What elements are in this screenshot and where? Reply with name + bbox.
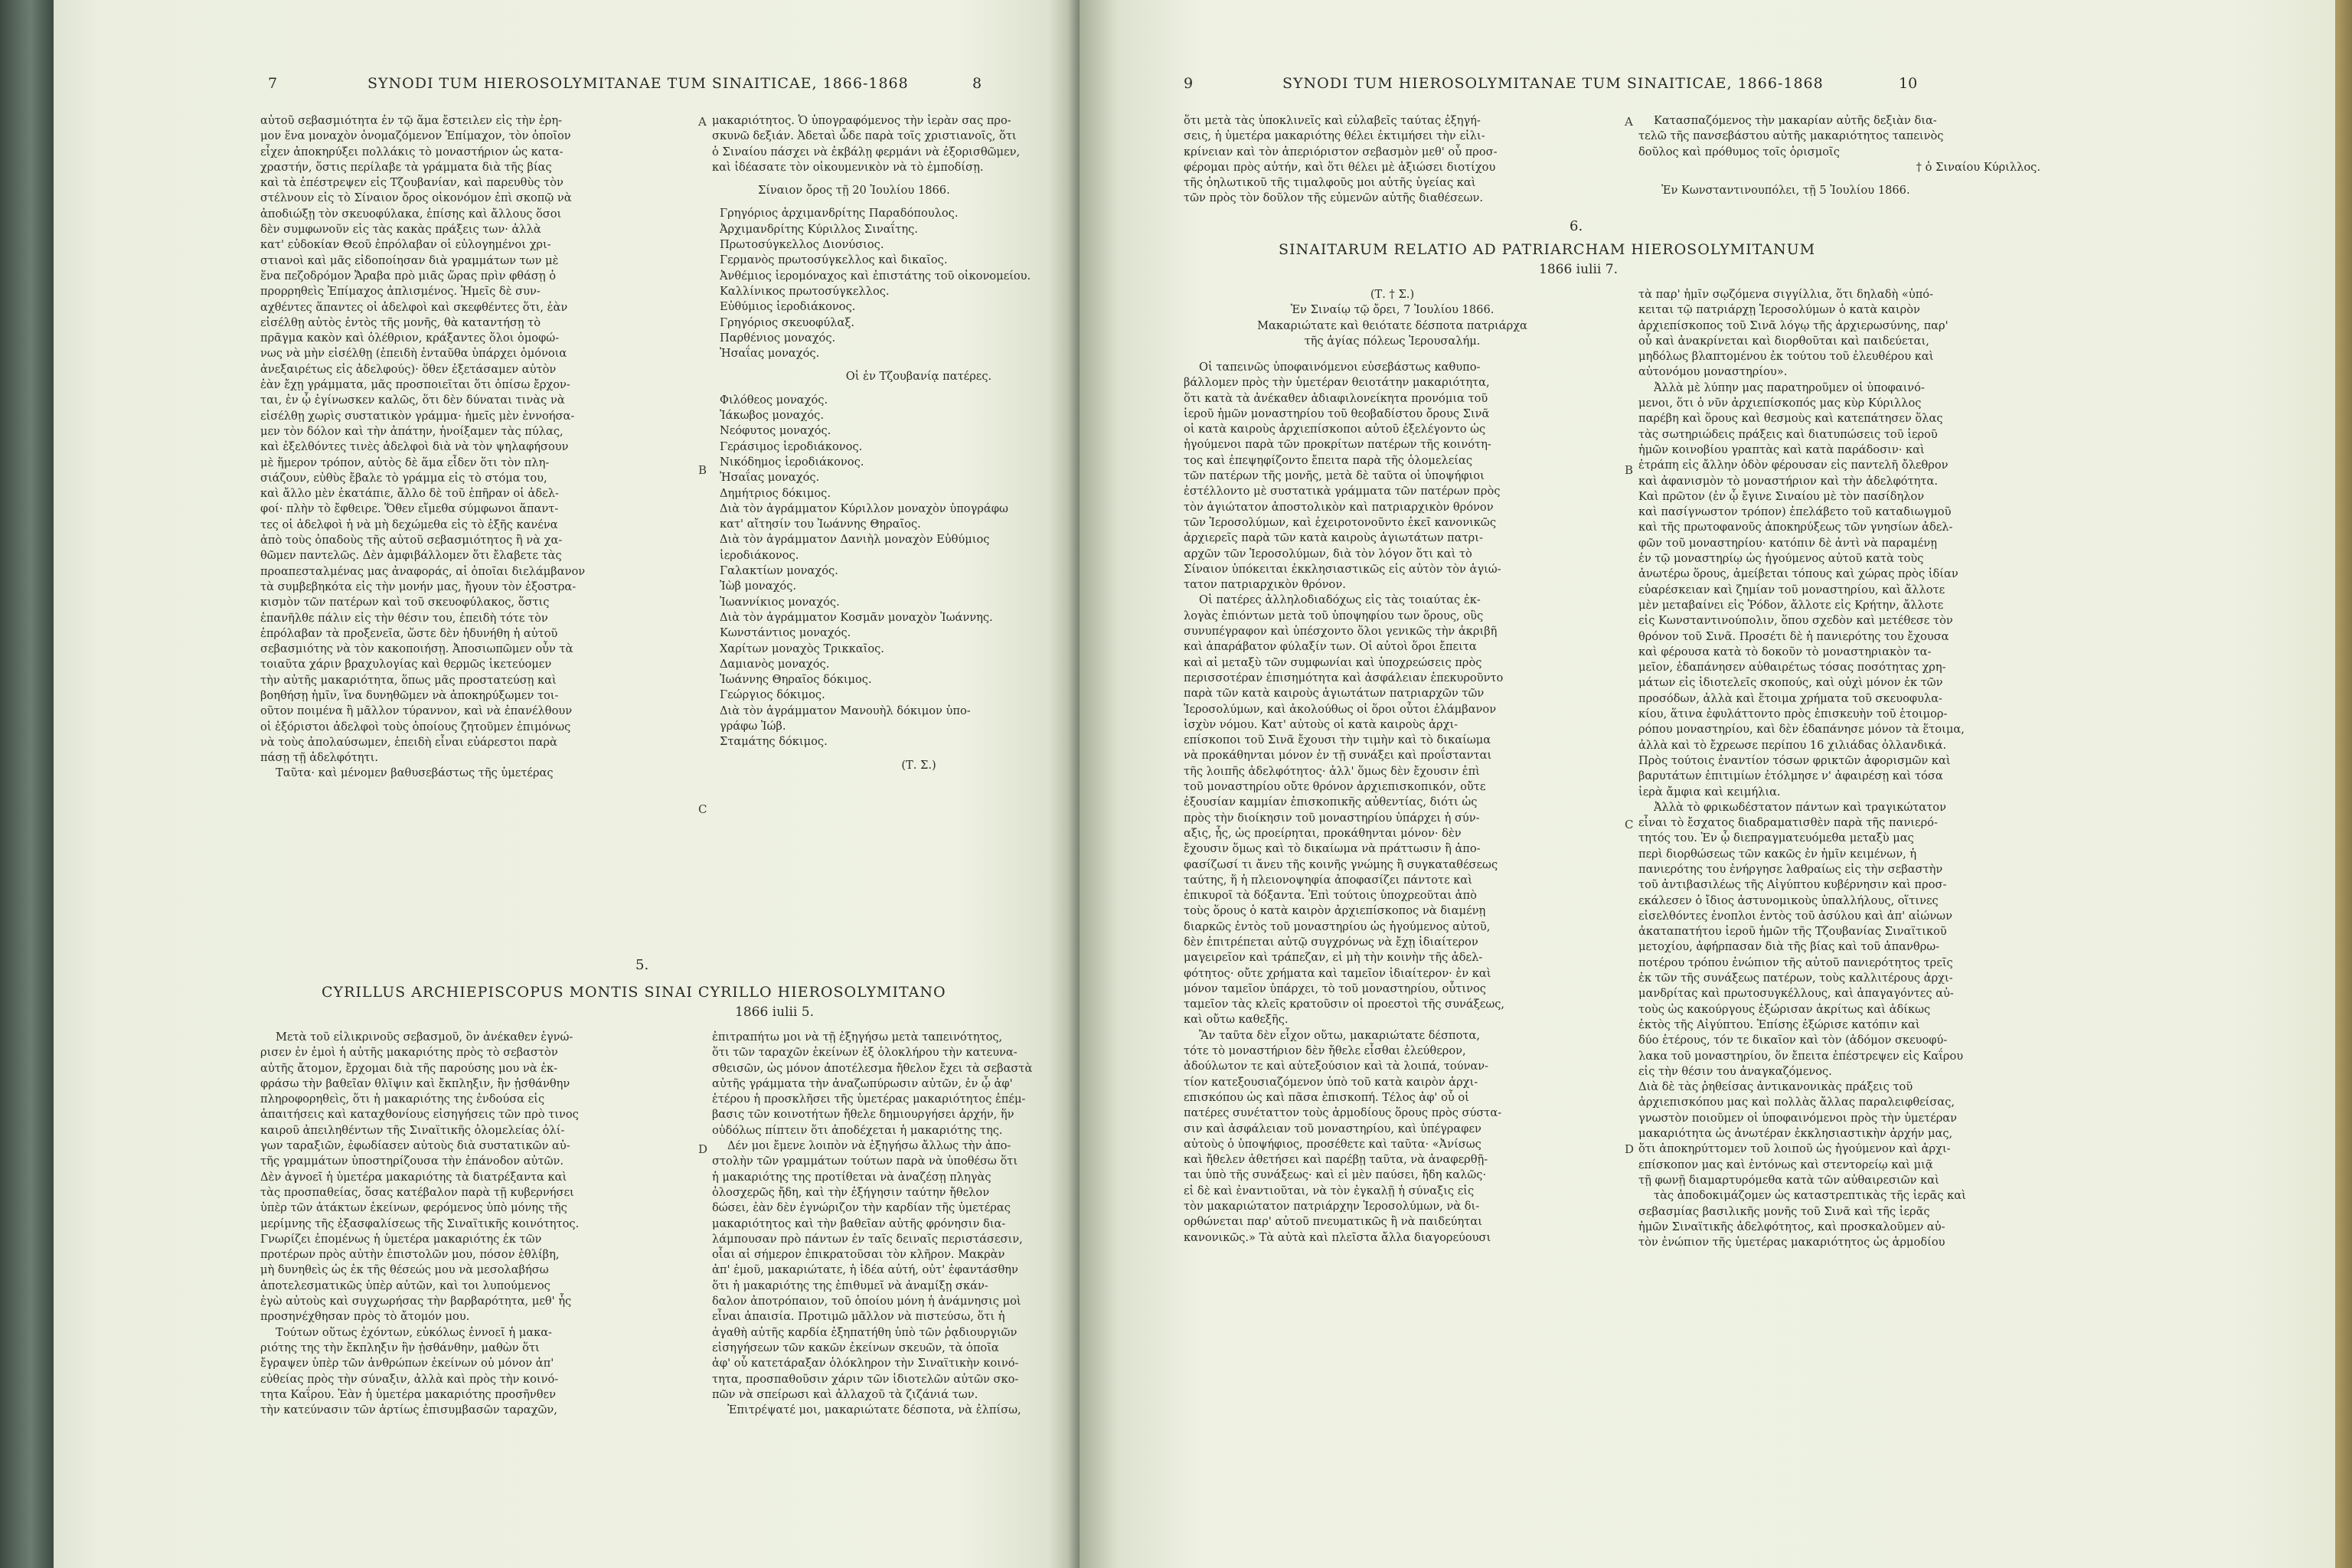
page-number: 7: [268, 75, 278, 92]
text-line: φῶν τοῦ μοναστηρίου· κατόπιν δὲ ἀντὶ νὰ παραμένῃ: [1638, 536, 1937, 550]
text-line: Οἱ ταπεινῶς ὑποφαινόμενοι εὐσεβάστως καθυπο-: [1199, 361, 1481, 374]
text-line: γράφω Ἰώβ.: [720, 719, 786, 733]
text-line: ποτέρου τρόπου ἐνώπιον τῆς αὐτοῦ πανιερότητος τρεῖς: [1638, 956, 1953, 969]
text-line: εἰ δὲ καὶ ἐναντιοῦται, νὰ τὸν ἐγκαλῇ ἡ σύναξις εἰς: [1184, 1184, 1475, 1197]
text-line: καὶ ἀφανισμὸν τὸ μοναστήριον καὶ τὴν ἀδελφότητα.: [1638, 474, 1938, 488]
text-line: Εὐθύμιος ἱεροδιάκονος.: [720, 300, 856, 314]
text-line: ἕνα πεζοδρόμον Ἄραβα πρὸ μιᾶς ὥρας πρὶν φθάσῃ ὁ: [260, 269, 557, 283]
text-line: στολὴν τῶν γραμμάτων τούτων παρὰ νὰ ὑποθέσω ὅτι: [712, 1155, 1018, 1168]
text-line: ταμεῖον τὰς κλεῖς κρατοῦσιν οἱ προεστοὶ τῆς συνάξεως,: [1184, 998, 1505, 1011]
text-line: τοὺς ὡς κακούργους ἐξώρισαν ἀκρίτως καὶ ἀδίκως: [1638, 1002, 1931, 1016]
text-line: ὅτι ἡ μακαριότης της ἐπιθυμεῖ νὰ ἀναμίξῃ σκάν-: [712, 1279, 988, 1292]
text-line: μον ἕνα μοναχὸν ὀνομαζόμενον Ἐπίμαχον, τὸν ὁποῖον: [260, 129, 571, 143]
text-line: Ἀνθέμιος ἱερομόναχος καὶ ἐπιστάτης τοῦ οἰκονομείου.: [720, 269, 1031, 283]
text-line: καὶ πασίγνωστον τρόπον) ἐπελάβετο τοῦ καταδιωγμοῦ: [1638, 505, 1952, 519]
text-line: ἀνωτέρω ὅρους, ἀμείβεται τόπους καὶ χώρας πρὸς ἰδίαν: [1638, 567, 1958, 581]
text-line: κατ' εὐδοκίαν Θεοῦ ἐπρόλαβαν οἱ εὐλογημένοι χρι-: [260, 238, 551, 252]
text-line: διαρκῶς ἐντὸς τοῦ μοναστηρίου ὡς ἡγούμενος αὐτοῦ,: [1184, 920, 1491, 933]
text-line: Νεόφυτος μοναχός.: [720, 424, 831, 438]
text-line: μὲ ἥμερον τρόπον, αὐτὸς δὲ ἅμα εἶδεν ὅτι τὸν πλη-: [260, 456, 550, 469]
text-line: Ἰωαννίκιος μοναχός.: [720, 595, 840, 609]
section-number: 5.: [635, 957, 649, 973]
text-line: ἱερὰ ἄμφια καὶ κειμήλια.: [1638, 785, 1781, 799]
text-line: Ἂν ταῦτα δὲν εἶχον οὕτω, μακαριώτατε δέσποτα,: [1199, 1028, 1480, 1042]
text-line: πάσῃ τῇ ἀδελφότητι.: [260, 751, 378, 765]
right-column-2: [1638, 287, 2056, 1543]
text-line: Γεράσιμος ἱεροδιάκονος.: [720, 439, 863, 453]
text-line: τητα, προσπαθοῦσιν χάριν τῶν ἰδιοτελῶν αὐτῶν σκο-: [712, 1372, 1019, 1386]
text-line: αὐτῆς ἄτομον, ἔρχομαι διὰ τῆς παρούσης μου νὰ ἐκ-: [260, 1061, 558, 1075]
text-line: μακαριότητος. Ὁ ὑπογραφόμενος τὴν ἱερὰν σας προ-: [712, 114, 1011, 127]
text-line: μανδρίτας καὶ πρωτοσυγκέλλους, καὶ ἀπαγαγόντες αὐ-: [1638, 987, 1954, 1001]
text-line: Τούτων οὕτως ἐχόντων, εὐκόλως ἐννοεῖ ἡ μακα-: [276, 1325, 552, 1339]
text-line: καὶ φέρουσα κατὰ τὸ δοκοῦν τὸ μοναστηριακὸν τα-: [1638, 645, 1932, 658]
text-line: Γερμανὸς πρωτοσύγκελλος καὶ δικαῖος.: [720, 253, 948, 267]
text-line: ἀνεξαιρέτως εἰς ἀδελφούς)· ὅθεν ἐξετάσαμεν αὐτὸν: [260, 362, 557, 376]
text-line: τοιαῦτα χάριν βραχυλογίας καὶ θερμῶς ἱκετεύομεν: [260, 658, 552, 671]
text-line: ἀρχιερεῖς παρὰ τῶν κατὰ καιροὺς ἁγιωτάτων πατρι-: [1184, 531, 1483, 545]
text-line: λακα τοῦ μοναστηρίου, ὅν ἔπειτα ἐπέστρεψεν εἰς Καΐρου: [1638, 1049, 1964, 1063]
text-line: Ἠσαΐας μοναχός.: [720, 471, 820, 485]
text-line: ταύτης, ἥ ἡ πλειονοψηφία ἀποφασίζει πάντοτε καὶ: [1184, 873, 1472, 887]
right-column-2-top: [1638, 113, 2056, 213]
text-line: παρέβη καὶ ὅρους καὶ θεσμοὺς καὶ κατεπάτησεν ὅλας: [1638, 412, 1943, 426]
text-line: Ἀλλὰ τὸ φρικωδέστατον πάντων καὶ τραγικώτατον: [1654, 800, 1946, 814]
text-line: προαπεσταλμένας μας ἀναφοράς, αἱ ὁποῖαι διελάμβανον: [260, 564, 586, 578]
text-line: ἀδούλωτον τε καὶ αὐτεξούσιον καὶ τὰ λοιπά, τούναν-: [1184, 1060, 1489, 1073]
text-line: Ἰωάννης Θηραῖος δόκιμος.: [720, 673, 872, 687]
text-line: Κατασπαζόμενος τὴν μακαρίαν αὐτῆς δεξιὰν δια-: [1654, 114, 1937, 127]
text-line: καὶ ἤθελεν ἀθετήσει καὶ παρέβῃ ταῦτα, νὰ ἀναφερθῇ-: [1184, 1153, 1488, 1167]
text-line: τῆς λοιπῆς ἀδελφότητος· ἀλλ' ὅμως δὲν ἔχουσιν ἐπὶ: [1184, 764, 1480, 778]
text-line: ἡγούμενοι παρὰ τῶν προκρίτων πατέρων τῆς κοινότη-: [1184, 438, 1491, 452]
text-line: περισσοτέραν ἐπισημότητα καὶ ἀσφάλειαν ἐπεκυροῦντο: [1184, 671, 1504, 684]
text-line: τὰς σωτηριώδεις πράξεις καὶ διατυπώσεις τοῦ ἱεροῦ: [1638, 427, 1938, 441]
text-line: ἐπρόλαβαν τὰ προξενεῖα, ὥστε δὲν ἠδυνήθη ἡ αὐτοῦ: [260, 626, 558, 640]
text-line: μετοχίου, ἀφήρπασαν διὰ τῆς βίας καὶ τοῦ ἀπανθρω-: [1638, 940, 1940, 954]
text-line: ἐξουσίαν καμμίαν ἐπισκοπικῆς αὐθεντίας, διότι ὡς: [1184, 795, 1478, 809]
text-line: τατον πατριαρχικὸν θρόνον.: [1184, 578, 1346, 592]
text-line: δώσει, ἐὰν δὲν ἐγνώριζον τὴν καρδίαν τῆς ὑμετέρας: [712, 1201, 1011, 1215]
text-line: Ἰὼβ μοναχός.: [720, 580, 797, 593]
text-line: φοί· πλὴν τὸ ἔφθειρε. Ὅθεν εἴμεθα σύμφωνοι ἅπαντ-: [260, 502, 559, 516]
text-line: κρίνειαν καὶ τὸν ἀπεριόριστον σεβασμὸν μεθ' οὗ προσ-: [1184, 145, 1498, 158]
text-line: αξις, ἧς, ὡς προείρηται, προκάθηνται μόνον· δὲν: [1184, 826, 1462, 840]
text-line: τῇ φωνῇ διαμαρτυρόμεθα κατὰ τῶν αὐθαιρεσιῶν καὶ: [1638, 1173, 1939, 1187]
text-line: ἀποδιώξῃ τὸν σκευοφύλακα, ἐπίσης καὶ ἄλλους ὅσοι: [260, 207, 562, 220]
text-line: σκυνῶ δεξιάν. Ἀδεταὶ ὧδε παρὰ τοῖς χριστιανοῖς, ὅτι: [712, 129, 1017, 143]
text-line: ρόπου μοναστηρίου, καὶ δὲν ἐδαπάνησε μόνον τὰ ἕτοιμα,: [1638, 723, 1965, 737]
text-line: πρὸς τὴν διοίκησιν τοῦ μοναστηρίου ὑπάρχει ἡ σύν-: [1184, 811, 1480, 825]
section-date: 1866 iulii 5.: [735, 1004, 814, 1020]
text-line: ριότης της τὴν ἔκπληξιν ἣν ᾐσθάνθην, μαθὼν ὅτι: [260, 1341, 540, 1354]
text-line: Γρηγόριος σκευοφύλαξ.: [720, 315, 855, 329]
letter-place-date: Ἐν Κωνσταντινουπόλει, τῇ 5 Ἰουλίου 1866.: [1661, 184, 1910, 198]
text-line: νὰ προκάθηνται μόνον ἐν τῇ συνάξει καὶ προΐστανται: [1184, 749, 1492, 763]
text-line: Παρθένιος μοναχός.: [720, 331, 836, 345]
text-line: φράσω τὴν βαθεῖαν θλῖψιν καὶ ἔκπληξιν, ἣν ᾐσθάνθην: [260, 1076, 570, 1090]
right-page: [1080, 0, 2335, 1568]
text-line: κατ' αἴτησίν του Ἰωάννης Θηραῖος.: [720, 518, 921, 531]
text-line: τὸν μακαριώτατον πατριάρχην Ἱεροσολύμων, νὰ δι-: [1184, 1200, 1480, 1214]
text-line: δαλον ἀποτρόπαιον, τοῦ ὁποίου μόνη ἡ ἀνάμνησις μοὶ: [712, 1295, 1021, 1308]
text-line: οὗ καὶ ἀνακρίνεται καὶ διορθοῦται καὶ παιδεύεται,: [1638, 334, 1929, 348]
text-line: κίου, ἅτινα ἐφυλάττοντο πρὸς ἐπισκευὴν τοῦ ἑτοιμορ-: [1638, 707, 1948, 721]
text-line: οἷαι αἱ σήμερον ἐπικρατοῦσαι τὸν κλῆρον. Μακρὰν: [712, 1248, 1005, 1262]
text-line: καὶ ἄλλο μὲν ἐκατάπιε, ἄλλο δὲ τοῦ ἐπῆραν οἱ ἀδελ-: [260, 487, 559, 501]
text-line: κανονικῶς.» Τὰ αὐτὰ καὶ πλεῖστα ἄλλα διαγορεύουσι: [1184, 1230, 1491, 1244]
text-line: εἰσηγήσεων τῶν κακῶν ἐκείνων σκευῶν, τὰ ὁποῖα: [712, 1341, 999, 1354]
text-line: στιανοὶ καὶ μᾶς εἰδοποίησαν διὰ γραμμάτων των μὲ: [260, 253, 559, 267]
text-line: νως νὰ μὴν εἰσέλθῃ (ἐπειδὴ ἐνταῦθα ὑπάρχει ὁμόνοια: [260, 347, 567, 361]
text-line: Διὰ τὸν ἀγράμματον Μανουὴλ δόκιμον ὑπο-: [720, 704, 971, 717]
text-line: βάλλομεν πρὸς τὴν ὑμετέραν θειοτάτην μακαριότητα,: [1184, 376, 1490, 390]
section-number: 6.: [1570, 218, 1583, 234]
text-line: εὐαρέσκειαν καὶ ζημίαν τοῦ μοναστηρίου, καὶ ἄλλοτε: [1638, 583, 1945, 596]
text-line: καὶ τῆς πρωτοφανοῦς ἀποκηρύξεως τῶν γνησίων ἀδελ-: [1638, 521, 1953, 534]
text-line: οἱ κατὰ καιροὺς ἀρχιεπίσκοποι αὐτοῦ ἐξελέγοντο ὡς: [1184, 423, 1486, 436]
text-line: δοῦλος καὶ πρόθυμος τοῖς ὁρισμοῖς: [1638, 145, 1840, 158]
text-line: δύο ἑτέρους, τόν τε δικαῖον καὶ τὸν (ἀδόμον σκευοφύ-: [1638, 1034, 1948, 1047]
text-line: προσηνέχθησαν πρὸς τὸ ἄτομόν μου.: [260, 1310, 470, 1324]
text-line: τὸν ἐνώπιον τῆς ὑμετέρας μακαριότητος ὡς ἁρμοδίου: [1638, 1236, 1945, 1250]
letter-place-date: Ἐν Σιναίῳ τῷ ὄρει, 7 Ἰουλίου 1866.: [1290, 303, 1494, 317]
text-line: αὐτονόμου μοναστηρίου».: [1638, 365, 1788, 379]
text-line: ἀρχιεπισκόπου μας καὶ πολλὰς ἄλλας παραλειφθείσας,: [1638, 1096, 1955, 1109]
text-line: ἡμῶν κοινοβίου γραπτὰς καὶ κατὰ παράδοσιν· καὶ: [1638, 443, 1925, 456]
text-line: τὸν ἁγιώτατον ἀποστολικὸν καὶ πατριαρχικὸν θρόνον: [1184, 500, 1494, 514]
text-line: οῦτον ποιμένα ἢ μᾶλλον τύραννον, καὶ νὰ ἐπανέλθουν: [260, 704, 573, 718]
text-line: ἀκαταπατήτου ἱεροῦ ἡμῶν τῆς Τζουβανίας Σιναϊτικοῦ: [1638, 925, 1947, 939]
text-line: ἐγὼ αὐτοὺς καὶ συγχωρήσας τὴν βαρβαρότητα, μεθ' ἧς: [260, 1295, 572, 1308]
text-line: ὁ Σιναίου πάσχει νὰ ἐκβάλῃ φερμάνι νὰ ἐξορισθῶμεν,: [712, 145, 1021, 158]
text-line: Ἀρχιμανδρίτης Κύριλλος Σιναΐτης.: [720, 222, 918, 236]
text-line: ἡμῶν Σιναϊτικῆς ἀδελφότητος, καὶ προσκαλοῦμεν αὐ-: [1638, 1220, 1945, 1233]
text-line: καὶ τὰ ἐπέστρεψεν εἰς Τζουβανίαν, καὶ παρευθὺς τὸν: [260, 176, 564, 190]
text-line: αὐτοὺς ὁ ὑποψήφιος, προσέθετε καὶ ταῦτα· «Ἀνίσως: [1184, 1137, 1481, 1151]
text-line: νὰ τοὺς ἀπολαύσωμεν, ἐπειδὴ εἶναι εὐάρεστοι παρὰ: [260, 735, 557, 749]
text-line: βοηθήσῃ ἡμῖν, ἵνα δυνηθῶμεν νὰ ἀποκηρύξωμεν τοι-: [260, 688, 559, 702]
text-line: αρχῶν τῶν Ἱεροσολύμων, διὰ τὸν λόγον ὅτι καὶ τὸ: [1184, 547, 1472, 560]
text-line: χραστήν, ὅστις περίλαβε τὰ γράμματα διὰ τῆς βίας: [260, 160, 552, 174]
text-line: τος καὶ ἐπεψηφίζοντο ἔπειτα παρὰ τῆς ὁλομελείας: [1184, 453, 1473, 467]
text-line: μὴ δυνηθεὶς ὡς ἐκ τῆς θέσεώς μου νὰ μεσολαβήσω: [260, 1263, 549, 1277]
left-page: [54, 0, 1080, 1568]
text-line: μαγειρεῖον καὶ τράπεζαν, εἰ μὴ τὴν κοινὴν τῆς ἀδελ-: [1184, 951, 1483, 965]
right-column-1: [1184, 360, 1601, 1539]
text-line: θρόνον τοῦ Σινᾶ. Προσέτι δὲ ἡ πανιερότης του ἔχουσα: [1638, 629, 1949, 643]
text-line: φότητος· οὔτε χρήματα καὶ ταμεῖον ἰδιαίτερον· ἐν καὶ: [1184, 966, 1491, 980]
text-line: μάτων εἰς ἰδιοτελεῖς σκοπούς, καὶ οὐχὶ μόνον ἐκ τῶν: [1638, 676, 1943, 690]
text-line: σεβασμιότης νὰ τὸν κακοποιήσῃ. Ἀποσιωπῶμεν οὖν τὰ: [260, 642, 573, 656]
text-line: αὐτοῦ σεβασμιότητα ἐν τῷ ἅμα ἔστειλεν εἰς τὴν ἐρη-: [260, 114, 563, 127]
text-line: εἰσέλθῃ αὐτὸς ἐντὸς τῆς μονῆς, θὰ καταντήσῃ τὸ: [260, 315, 541, 329]
right-column-1-top: [1184, 113, 1601, 213]
text-line: Ταῦτα· καὶ μένομεν βαθυσεβάστως τῆς ὑμετέρας: [276, 766, 554, 780]
text-line: τὰς ἀποδοκιμάζομεν ὡς καταστρεπτικὰς τῆς ἱερᾶς καὶ: [1654, 1189, 1966, 1203]
text-line: εἶναι τὸ ἔσχατος διαδραματισθὲν παρὰ τῆς πανιερό-: [1638, 816, 1938, 830]
text-line: επισκόπου ὡς καὶ πᾶσα ἐπισκοπή. Τέλος ἀφ' οὗ οἱ: [1184, 1090, 1469, 1104]
margin-letter: D: [698, 1142, 708, 1156]
text-line: ἀγαθὴ αὐτῆς καρδία ἐξηπατήθη ὑπὸ τῶν ῥᾳδιουργιῶν: [712, 1325, 1018, 1339]
margin-letter: B: [698, 463, 707, 477]
text-line: σεβασμίας βασιλικῆς μονῆς τοῦ Σινᾶ καὶ τῆς ἱερᾶς: [1638, 1204, 1930, 1218]
text-line: μακαριότητα ὡς ἀνωτέραν ἐκκλησιαστικὴν ἀρχήν μας,: [1638, 1127, 1953, 1141]
text-line: μόνον ταμεῖον ὑπάρχει, τὸ τοῦ μοναστηρίου, οὗτινος: [1184, 982, 1486, 995]
margin-letter: D: [1625, 1142, 1635, 1156]
text-line: Πρωτοσύγκελλος Διονύσιος.: [720, 238, 884, 252]
text-line: δὲν ἐπιτρέπεται αὐτῷ συγχρόνως νὰ ἔχῃ ἰδιαίτερον: [1184, 935, 1478, 949]
text-line: ὅτι κατὰ τὰ ἀνέκαθεν ἀδιαφιλονείκητα προνόμια τοῦ: [1184, 391, 1488, 405]
left-column-3: [260, 1030, 674, 1459]
text-line: εἰς τὴν θέσιν του ἀναγκαζόμενος.: [1638, 1064, 1832, 1078]
text-line: Σταμάτης δόκιμος.: [720, 735, 828, 749]
text-line: Γαλακτίων μοναχός.: [720, 564, 838, 578]
text-line: λογὰς ἐπιόντων μετὰ τοῦ ὑποψηφίου των ὅρους, οὓς: [1184, 609, 1484, 622]
left-column-4: [712, 1030, 1080, 1459]
text-line: ἀπ' ἐμοῦ, μακαριώτατε, ἡ ἰδέα αὐτή, οὐτ' ἐφαντάσθην: [712, 1263, 1018, 1277]
text-line: προρρηθεὶς Ἐπίμαχος ἀπλισμένος. Ἡμεῖς δὲ συν-: [260, 285, 541, 299]
signers-subheading: Οἱ ἐν Τζουβανίᾳ πατέρες.: [845, 370, 992, 384]
text-line: τῶν Ἱεροσολύμων, καὶ ἐχειροτονοῦντο ἐκεῖ κανονικῶς: [1184, 515, 1497, 529]
text-line: ἐστέλλοντο μὲ συστατικὰ γράμματα τῶν πατέρων πρὸς: [1184, 485, 1501, 498]
text-line: ἀφ' οὗ κατετάραξαν ὁλόκληρον τὴν Σιναϊτικὴν κοινό-: [712, 1357, 1019, 1370]
text-line: Γρηγόριος ἀρχιμανδρίτης Παραδόπουλος.: [720, 207, 959, 220]
section-title: CYRILLUS ARCHIEPISCOPUS MONTIS SINAI CYRILLO HIEROSOLYMITANO: [322, 984, 946, 1001]
seal-mark: (Τ. Σ.): [901, 758, 936, 772]
section-date: 1866 iulii 7.: [1539, 262, 1618, 277]
text-line: γνωστὸν ποιοῦμεν οἱ ὑποφαινόμενοι πρὸς τὴν ὑμετέραν: [1638, 1111, 1958, 1125]
margin-letter: C: [1625, 818, 1634, 831]
text-line: Ἠσαΐας μοναχός.: [720, 347, 820, 361]
text-line: μερίμνης τῆς ἐξασφαλίσεως τῆς Σιναϊτικῆς κοινότητος.: [260, 1217, 580, 1230]
text-line: εἰσέλθῃ χωρὶς συστατικὸν γράμμα· ἡμεῖς μὲν ἐννοήσα-: [260, 409, 575, 423]
text-line: θῶμεν παντελῶς. Δὲν ἀμφιβάλλομεν ὅτι ἔλαβετε τὰς: [260, 549, 562, 563]
text-line: προτέρων πρὸς αὐτὴν ἐπιστολῶν μου, πόσον ἐθλίβη,: [260, 1248, 560, 1262]
page-number: 8: [972, 75, 982, 92]
text-line: επίσκοπον μας καὶ ἐντόνως καὶ στεντορείῳ καὶ μιᾷ: [1638, 1158, 1933, 1171]
text-line: Δέν μοι ἔμενε λοιπὸν νὰ ἐξηγήσω ἄλλως τὴν ἀπο-: [727, 1139, 1011, 1153]
text-line: τῆς ὀηλωτικοῦ τῆς τιμαλφοῦς μοι αὐτῆς ὑγείας καὶ: [1184, 176, 1476, 190]
text-line: Διὰ δὲ τὰς ῥηθείσας ἀντικανονικὰς πράξεις τοῦ: [1638, 1080, 1913, 1094]
text-line: ἐπανῆλθε πάλιν εἰς τὴν θέσιν του, ἐπειδὴ τότε τὸν: [260, 611, 548, 625]
text-line: τὰ συμβεβηκότα εἰς τὴν μονήν μας, ἤγουν τὸν ἐξοστρα-: [260, 580, 577, 593]
text-line: ἐὰν ἔχῃ γράμματα, μᾶς προσποιεῖται ὅτι ὀπίσω ἔρχον-: [260, 378, 570, 392]
section-title: SINAITARUM RELATIO AD PATRIARCHAM HIEROSOLYMITANUM: [1279, 241, 1816, 258]
text-line: ἀπὸ τοὺς ὀπαδοὺς τῆς αὐτοῦ σεβασμιότητος ἢ νὰ χα-: [260, 534, 563, 547]
margin-letter: C: [698, 802, 707, 816]
text-line: εἶναι ἀπαισία. Προτιμῶ μᾶλλον νὰ πιστεύσω, ὅτι ἡ: [712, 1310, 1005, 1324]
text-line: ἐν τῷ μοναστηρίῳ ὡς ἡγούμενος αὐτοῦ κατὰ τοὺς: [1638, 552, 1924, 566]
text-line: αχθέντες ἅπαντες οἱ ἀδελφοὶ καὶ σκεφθέντες ὅτι, ἐὰν: [260, 300, 568, 314]
left-column-2: [712, 113, 1080, 975]
text-line: Δημήτριος δόκιμος.: [720, 486, 831, 500]
text-line: παρὰ τῶν κατὰ καιροὺς ἁγιωτάτων πατριαρχῶν τῶν: [1184, 687, 1485, 701]
text-line: συνυπέγραφον καὶ ὑπέσχοντο ὅλοι γενικῶς τὴν ἀκριβῆ: [1184, 625, 1498, 639]
text-line: Μετὰ τοῦ εἰλικρινοῦς σεβασμοῦ, ὃν ἀνέκαθεν ἐγνώ-: [276, 1031, 573, 1044]
text-line: πανιερότης του ἐνήργησε λαθραίως εἰς τὴν σεβαστὴν: [1638, 862, 1943, 876]
text-line: ὅτι τῶν ταραχῶν ἐκείνων ἐξ ὁλοκλήρου τὴν κατευνα-: [712, 1046, 1018, 1060]
text-line: ἐπικυροῖ τὰ δόξαντα. Ἐπὶ τούτοις ὑποχρεοῦται ἀπὸ: [1184, 889, 1477, 903]
text-line: τες οἱ ἀδελφοὶ ἡ νὰ μὴ δεχώμεθα εἰς τὸ ἑξῆς κανένα: [260, 518, 558, 531]
text-line: βασις τῶν κοινοτήτων ἤθελε δημιουργήσει ἀρχήν, ἥν: [712, 1108, 1014, 1122]
text-line: τίον κατεξουσιαζόμενον ὑπὸ τοῦ κατὰ καιρὸν ἀρχι-: [1184, 1075, 1478, 1089]
text-line: κειται τῷ πατριάρχῃ Ἱεροσολύμων ὁ κατὰ καιρὸν: [1638, 303, 1920, 317]
text-line: Ἱεροσολύμων, καὶ ἀκολούθως οἱ ὅροι οὗτοι ἐλάμβανον: [1184, 702, 1497, 716]
text-line: μεν τὸν δόλον καὶ τὴν ἀπάτην, ἠνοίξαμεν τὰς πύλας,: [260, 424, 564, 438]
text-line: Δαμιανὸς μοναχός.: [720, 657, 830, 671]
text-line: τελῶ τῆς πανσεβάστου αὐτῆς μακαριότητος ταπεινὸς: [1638, 129, 1944, 143]
text-line: Δὲν ἀγνοεῖ ἡ ὑμετέρα μακαριότης τὰ διατρέξαντα καὶ: [260, 1170, 567, 1184]
text-line: ἑτέρου ἡ προσκλῆσει τῆς ὑμετέρας μακαριότητος ἐπέμ-: [712, 1093, 1026, 1106]
text-line: ρισεν ἐν ἐμοὶ ἡ αὐτῆς μακαριότης πρὸς τὸ σεβαστὸν: [260, 1046, 558, 1060]
text-line: σιάζουν, εὐθὺς ἔβαλε τὸ γράμμα εἰς τὸ στόμα του,: [260, 471, 547, 485]
seal-mark: (Τ. † Σ.): [1370, 288, 1415, 301]
text-line: προσόδων, ἀλλὰ καὶ ἕτοιμα χρήματα τοῦ σκευοφυλα-: [1638, 691, 1942, 705]
text-line: σθεισῶν, ὡς μόνον ἀποτέλεσμα ἤθελον ἔχει τὰ σεβαστὰ: [712, 1061, 1033, 1075]
margin-letter: A: [698, 115, 707, 129]
text-line: φέρομαι πρὸς αὐτήν, καὶ ὅτι θέλει μὲ ἀξιώσει διοτίχου: [1184, 160, 1496, 174]
text-line: τὴν αὐτῆς μακαριότητα, ὅπως μᾶς προστατεύσῃ καὶ: [260, 673, 557, 687]
text-line: μενοι, ὅτι ὁ νῦν ἀρχιεπίσκοπός μας κὺρ Κύριλλος: [1638, 397, 1922, 410]
text-line: καὶ αἱ μεταξὺ τῶν συμφωνίαι καὶ ὑποχρεώσεις πρὸς: [1184, 655, 1482, 669]
text-line: ὅτι ἀποκηρύττομεν τοῦ λοιποῦ ὡς ἡγούμενον καὶ ἀρχι-: [1638, 1142, 1951, 1156]
text-line: οἱ ἐξόριστοι ἀδελφοὶ τοὺς ὁποίους ζητοῦμεν ἐπιμόνως: [260, 720, 571, 733]
text-line: Γεώργιος δόκιμος.: [720, 688, 825, 702]
page-number: 9: [1184, 75, 1194, 92]
text-line: ται ὑπὸ τῆς συνάξεως· καὶ εἰ μὲν παύσει, ἤδη καλῶς·: [1184, 1168, 1487, 1182]
text-line: τὰ παρ' ἡμῖν σῳζόμενα σιγγίλλια, ὅτι δηλαδὴ «ὑπό-: [1638, 288, 1934, 301]
text-line: καιροῦ ἀπειληθέντων τῆς Σιναϊτικῆς ὁλομελείας ὀλί-: [260, 1123, 565, 1137]
text-line: περὶ διορθώσεως τῶν κακῶς ἐν ἡμῖν κειμένων, ἡ: [1638, 847, 1917, 861]
text-line: Νικόδημος ἱεροδιάκονος.: [720, 455, 864, 469]
text-line: τητός του. Ἐν ᾧ διεπραγματευόμεθα μεταξὺ μας: [1638, 831, 1914, 845]
text-line: ὅτι μετὰ τὰς ὑποκλινεῖς καὶ εὐλαβεῖς ταύτας ἐξηγή-: [1184, 114, 1481, 127]
text-line: εὐθείας πρὸς τὴν σύναξιν, ἀλλὰ καὶ πρὸς τὴν κοινό-: [260, 1372, 559, 1386]
text-line: ἡ μακαριότης της προτίθεται νὰ ἀναζέσῃ πληγὰς: [712, 1170, 991, 1184]
text-line: πῶν νὰ σπείρωσι καὶ ἀλλαχοῦ τὰ ζιζάνιά των.: [712, 1387, 978, 1401]
text-line: Ἰάκωβος μοναχός.: [720, 409, 824, 423]
text-line: καὶ ἰδέασατε τὸν οἰκουμενικὸν νὰ τὸ ἐμποδίσῃ.: [712, 160, 984, 174]
text-line: Πρὸς τούτοις ἐναντίον τόσων φρικτῶν ἀφορισμῶν καὶ: [1638, 753, 1951, 767]
text-line: καὶ ἀπαράβατον φύλαξίν των. Οἱ αὐτοὶ ὅροι ἔπειτα: [1184, 640, 1477, 654]
text-line: τῆς γραμμάτων ὑποστηρίζουσα τὴν ἐπάνοδον αὐτῶν.: [260, 1155, 564, 1168]
text-line: μηδόλως βλαπτομένου ἐκ τούτου τοῦ ἐλευθέρου καὶ: [1638, 350, 1934, 364]
text-line: Διὰ τὸν ἀγράμματον Κοσμᾶν μοναχὸν Ἰωάννης.: [720, 610, 993, 624]
text-line: πρᾶγμα κακὸν καὶ ὀλέθριον, κράξαντες ὅλοι ὁμοφώ-: [260, 332, 560, 345]
text-line: ται, ἐν ᾧ ἐγίνωσκεν καλῶς, ὅτι δὲν δύναται τινὰς νὰ: [260, 394, 565, 407]
text-line: τὰς προσπαθείας, ὅσας κατέβαλον παρὰ τῇ κυβερνήσει: [260, 1185, 574, 1199]
text-line: οὐδόλως πίπτειν ὅτι ἀποδέχεται ἡ μακαριότης της.: [712, 1123, 1003, 1137]
text-line: τῶν πατέρων τῆς μονῆς, μετὰ δὲ ταῦτα οἱ ὑποψήφιοι: [1184, 469, 1485, 483]
text-line: γων ταραξιῶν, ἐφωδίασεν αὐτοὺς διὰ συστατικῶν αὐ-: [260, 1139, 570, 1153]
text-line: βαρυτάτων ἐπιτιμίων ἐτόλμησε ν' ἀφαιρέσῃ καὶ τόσα: [1638, 769, 1943, 783]
text-line: εἰς Κωνσταντινούπολιν, ὅπου σχεδὸν καὶ μετέθεσε τὸν: [1638, 614, 1953, 628]
text-line: πληροφορηθεὶς, ὅτι ἡ μακαριότης της ἐνδούσα εἰς: [260, 1093, 545, 1106]
text-line: ἱεροδιάκονος.: [720, 548, 799, 562]
text-line: ὑπὲρ τῶν ἀτάκτων ἐκείνων, φερόμενος ὑπὸ μόνης τῆς: [260, 1201, 567, 1215]
text-line: εἰσελθόντες ἐνοπλοι ἐντὸς τοῦ ἀσύλου καὶ ἀπ' αἰώνων: [1638, 909, 1952, 923]
letter-date: Σίναιον ὄρος τῇ 20 Ἰουλίου 1866.: [758, 184, 950, 198]
text-line: εἶχεν ἀποκηρύξει πολλάκις τὸ μοναστήριον ὡς κατα-: [260, 145, 564, 158]
text-line: μεῖον, ἐδαπάνησεν αὐθαιρέτως τόσας ποσότητας χρη-: [1638, 661, 1946, 675]
signature: † ὁ Σιναίου Κύριλλος.: [1916, 160, 2040, 174]
text-line: ἀλλὰ καὶ τὸ ἔχρεωσε περίπου 16 χιλιάδας ὀλλανδικά.: [1638, 738, 1947, 752]
margin-letter: A: [1625, 115, 1633, 129]
text-line: ἰσχὺν νόμου. Κατ' αὐτοὺς οἱ κατὰ καιροὺς ἀρχι-: [1184, 717, 1459, 731]
page-number: 10: [1899, 75, 1918, 92]
text-line: Κωνστάντιος μοναχός.: [720, 626, 851, 640]
text-line: Ἐπιτρέψατέ μοι, μακαριώτατε δέσποτα, νὰ ἐλπίσω,: [727, 1403, 1021, 1417]
text-line: ἐτράπη εἰς ἄλλην ὁδὸν φέρουσαν εἰς παντελῆ ὄλεθρον: [1638, 459, 1949, 472]
text-line: ἔγραψεν ὑπὲρ τῶν ἀνθρώπων ἐκείνων οὐ μόνον ἀπ': [260, 1357, 554, 1370]
text-line: Οἱ πατέρες ἀλληλοδιαδόχως εἰς τὰς τοιαύτας ἐκ-: [1199, 593, 1481, 607]
text-line: ορθώνεται παρ' αὐτοῦ πνευματικῶς ἢ νὰ παιδεύηται: [1184, 1215, 1482, 1229]
text-line: Χαρίτων μοναχὸς Τρικκαῖος.: [720, 642, 884, 655]
text-line: ἐκτὸς τῆς Αἰγύπτου. Ἐπίσης ἐξώρισε κατόπιν καὶ: [1638, 1018, 1920, 1031]
text-line: δὲν συμφωνοῦν εἰς τὰς κακὰς πράξεις των· ἀλλὰ: [260, 223, 541, 237]
text-line: ἱεροῦ ἡμῶν μοναστηρίου τοῦ θεοβαδίστου ὄρους Σινᾶ: [1184, 407, 1490, 420]
text-line: Φιλόθεος μοναχός.: [720, 393, 828, 407]
salutation-line: τῆς ἁγίας πόλεως Ἱερουσαλήμ.: [1304, 334, 1481, 348]
text-line: ἐπιτραπήτω μοι νὰ τῇ ἐξηγήσω μετὰ ταπεινότητος,: [712, 1031, 1003, 1044]
text-line: λάμπουσαν πρὸ πάντων ἐν ταῖς δειναῖς περιστάσεσιν,: [712, 1232, 1023, 1246]
running-head: SYNODI TUM HIEROSOLYMITANAE TUM SINAITICAE, 1866-1868: [368, 75, 909, 92]
text-line: Σίναιον ὑπόκειται ἐκκλησιαστικῶς εἰς αὐτὸν τὸν ἁγιώ-: [1184, 562, 1501, 576]
text-line: μὲν μεταβαίνει εἰς Ῥόδον, ἄλλοτε εἰς Κρήτην, ἄλλοτε: [1638, 598, 1944, 612]
text-line: Ἀλλὰ μὲ λύπην μας παρατηροῦμεν οἱ ὑποφαινό-: [1654, 381, 1925, 394]
text-line: κισμὸν τῶν πατέρων καὶ τοῦ σκευοφύλακος, ὅστις: [260, 596, 550, 609]
text-line: τητα Καΐρου. Ἐὰν ἡ ὑμετέρα μακαριότης προσῆνθεν: [260, 1387, 556, 1401]
text-line: αὐτῆς γράμματα τὴν ἀναζωπύρωσιν αὐτῶν, ἐν ᾧ ἀφ': [712, 1076, 1013, 1090]
text-line: τοὺς ὅρους ὁ κατὰ καιρὸν ἀρχιεπίσκοπος νὰ διαμένῃ: [1184, 904, 1486, 918]
text-line: τὴν κατεύνασιν τῶν ἀρτίως ἐπισυμβασῶν ταραχῶν,: [260, 1403, 557, 1417]
text-line: στέλνουν εἰς τὸ Σίναιον ὄρος οἰκονόμον ἐπὶ σκοπῷ νὰ: [260, 191, 572, 205]
text-line: καὶ οὔτω καθεξῆς.: [1184, 1013, 1289, 1027]
text-line: τοῦ ἀντιβασιλέως τῆς Αἰγύπτου κυβέρνησιν καὶ προσ-: [1638, 878, 1947, 892]
text-line: Καὶ πρῶτον (ἐν ᾧ ἔγινε Σιναίου μὲ τὸν πασίδηλον: [1638, 489, 1925, 503]
text-line: Γνωρίζει ἐπομένως ἡ ὑμετέρα μακαριότης ἐκ τῶν: [260, 1232, 542, 1246]
text-line: επίσκοποι τοῦ Σινᾶ ἔχουσι τὴν τιμὴν καὶ τὸ δικαίωμα: [1184, 733, 1491, 747]
text-line: ὁλοσχερῶς ἤδη, καὶ τὴν ἐξήγησιν ταύτην ἤθελον: [712, 1185, 990, 1199]
text-line: ἔχουσιν ὅμως καὶ τὸ δικαίωμα νὰ πράττωσιν ἢ ἀπο-: [1184, 842, 1481, 856]
text-line: Διὰ τὸν ἀγράμματον Κύριλλον μοναχὸν ὑπογράφω: [720, 501, 1008, 515]
margin-letter: B: [1625, 463, 1634, 477]
text-line: σεις, ἡ ὑμετέρα μακαριότης θέλει ἐκτιμήσει τὴν εἰλι-: [1184, 129, 1485, 143]
text-line: τῶν πρὸς τὸν δοῦλον τῆς εὐμενῶν αὐτῆς διαθέσεων.: [1184, 191, 1484, 205]
text-line: ἀρχιεπίσκοπος τοῦ Σινᾶ λόγῳ τῆς ἀρχιερωσύνης, παρ': [1638, 318, 1949, 332]
text-line: Καλλίνικος πρωτοσύγκελλος.: [720, 284, 890, 298]
text-line: ἐκ τῶν τῆς συνάξεως πατέρων, τοὺς καλλιτέρους ἀρχι-: [1638, 972, 1953, 985]
text-line: καὶ ἐξελθόντες τινὲς ἀδελφοὶ διὰ νὰ τὸν ψηλαφήσουν: [260, 440, 569, 454]
text-line: Διὰ τὸν ἀγράμματον Δανιὴλ μοναχὸν Εὐθύμιος: [720, 533, 990, 547]
left-column-1: [260, 113, 674, 971]
text-line: εκάλεσεν ὁ ἴδιος ἀστυνομικοὺς ὑπαλλήλους, οἵτινες: [1638, 893, 1939, 907]
text-line: ἀποτελεσματικῶς ὑπὲρ αὐτῶν, καὶ τοι λυπούμενος: [260, 1279, 550, 1292]
text-line: μακαριότητος καὶ τὴν βαθεῖαν αὐτῆς φρόνησιν δια-: [712, 1217, 1006, 1230]
text-line: σιν καὶ ἀσφάλειαν τοῦ μοναστηρίου, καὶ ὑπέγραφεν: [1184, 1122, 1481, 1135]
salutation-line: Μακαριώτατε καὶ θειότατε δέσποτα πατριάρχα: [1257, 318, 1527, 332]
text-line: πατέρες συνέταττον τοὺς ἀρμοδίους ὅρους πρὸς σύστα-: [1184, 1106, 1502, 1120]
text-line: τότε τὸ μοναστήριον δὲν ἤθελε εἶσθαι ἐλεύθερον,: [1184, 1044, 1466, 1058]
text-line: φασίζωσί τι ἄνευ τῆς κοινῆς γνώμης ἢ συγκαταθέσεως: [1184, 858, 1498, 871]
text-line: τοῦ μοναστηρίου οὔτε θρόνον ἀρχιεπισκοπικόν, οὔτε: [1184, 780, 1486, 794]
running-head: SYNODI TUM HIEROSOLYMITANAE TUM SINAITICAE, 1866-1868: [1282, 75, 1824, 92]
text-line: ἀπαιτήσεις καὶ καταχθονίους εἰσηγήσεις τῶν πρὸ τινος: [260, 1108, 579, 1122]
